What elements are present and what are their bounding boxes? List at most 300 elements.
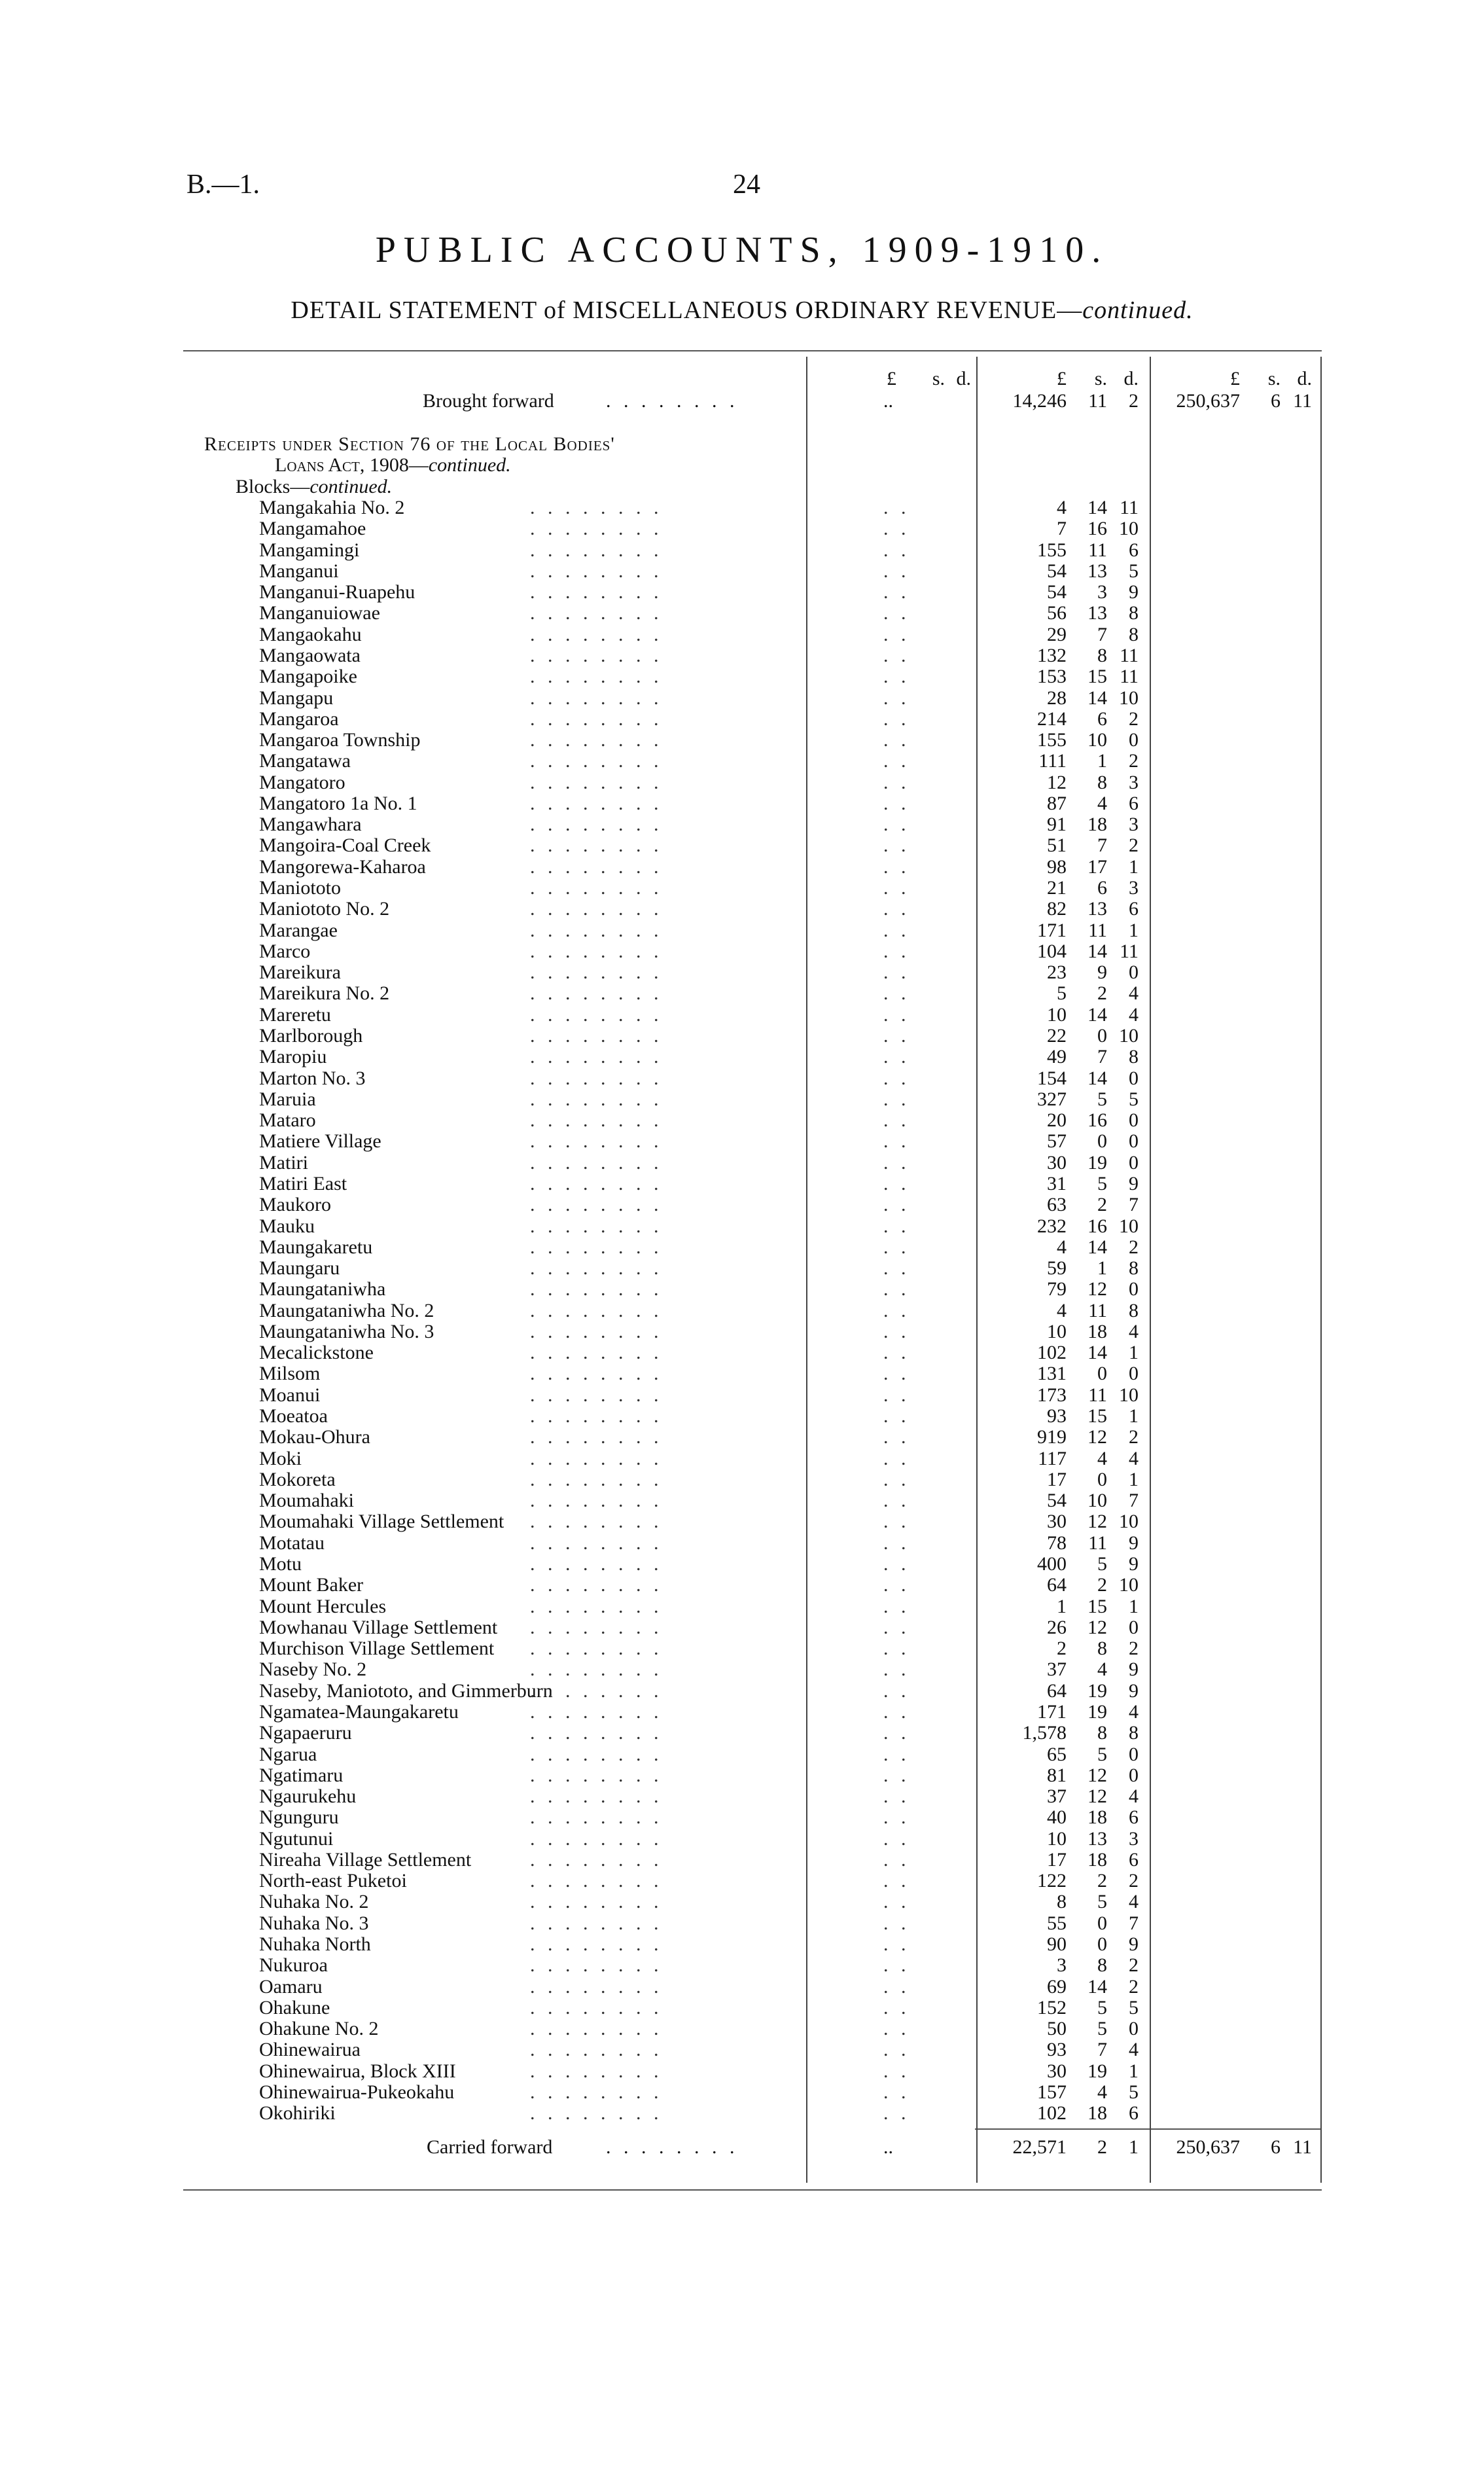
pounds-value: 400: [1037, 1553, 1067, 1575]
leader-dots: . . . . . . . .: [530, 687, 663, 709]
table-row: [190, 793, 1322, 814]
col2-pounds-header: £: [1057, 368, 1067, 389]
leader-dots: . . . . . . . .: [530, 1785, 663, 1808]
table-row: [190, 1850, 1322, 1871]
table-row: [190, 2103, 1322, 2124]
block-name: Marco: [259, 940, 311, 962]
block-name: Mangatoro 1a No. 1: [259, 792, 417, 814]
pounds-value: 17: [1047, 1468, 1067, 1490]
col1-dots: . .: [883, 497, 910, 518]
col1-dots: . .: [883, 1553, 910, 1575]
pounds-value: 153: [1037, 666, 1067, 688]
shillings-value: 12: [1087, 1426, 1107, 1448]
pounds-value: 30: [1047, 2060, 1067, 2082]
column-header-1: [811, 368, 975, 390]
block-name: Nuhaka No. 3: [259, 1912, 369, 1934]
table-row: [190, 540, 1322, 561]
leader-dots: . . . . . . . .: [530, 644, 663, 666]
block-name: Nireaha Village Settlement: [259, 1848, 472, 1871]
pence-value: 9: [1129, 1553, 1139, 1575]
carried-forward-row: [190, 2136, 1322, 2159]
block-name: Ohinewairua, Block XIII: [259, 2060, 456, 2082]
carried-forward-col2-pence: 1: [1129, 2136, 1139, 2158]
leader-dots: . . . . . . . .: [530, 1511, 663, 1533]
block-name: Maukoro: [259, 1194, 331, 1216]
table-row: [190, 857, 1322, 878]
shillings-value: 10: [1087, 1490, 1107, 1512]
pounds-value: 82: [1047, 898, 1067, 920]
leader-dots: . . . . . . . .: [530, 1996, 663, 2018]
leader-dots: . . . . . . . .: [530, 1046, 663, 1068]
leader-dots: . . . . . . . .: [530, 982, 663, 1005]
pence-value: 8: [1129, 1046, 1139, 1068]
pounds-value: 78: [1047, 1532, 1067, 1554]
pounds-value: 55: [1047, 1912, 1067, 1934]
pence-value: 2: [1129, 1638, 1139, 1660]
pounds-value: 51: [1047, 834, 1067, 857]
pounds-value: 21: [1047, 877, 1067, 899]
pence-value: 11: [1120, 940, 1139, 962]
col1-dots: . .: [883, 982, 910, 1005]
col1-dots: . .: [883, 834, 910, 857]
pounds-value: 157: [1037, 2081, 1067, 2103]
pounds-value: 30: [1047, 1151, 1067, 1174]
table-row: [190, 1913, 1322, 1934]
table-row: [190, 835, 1322, 856]
leader-dots: . . . . . . . .: [530, 1194, 663, 1216]
leader-dots: . . . . . . . .: [530, 1764, 663, 1786]
block-name: Manganuiowae: [259, 602, 380, 624]
block-name: Mangatawa: [259, 750, 351, 772]
leader-dots: . . . . . . . .: [530, 1743, 663, 1765]
pounds-value: 154: [1037, 1067, 1067, 1089]
block-name: Marlborough: [259, 1025, 363, 1047]
col1-dots: . .: [883, 729, 910, 751]
pence-value: 0: [1129, 1743, 1139, 1765]
leader-dots: . . . . . . . .: [530, 1278, 663, 1300]
table-row: [190, 814, 1322, 835]
leader-dots: . . . . . . . .: [530, 1299, 663, 1321]
shillings-value: 6: [1097, 877, 1107, 899]
shillings-value: 12: [1087, 1785, 1107, 1808]
col1-dots: . .: [883, 581, 910, 603]
pounds-value: 4: [1057, 1299, 1067, 1321]
table-row: [190, 1723, 1322, 1744]
block-name: Moeatoa: [259, 1405, 328, 1427]
pounds-value: 155: [1037, 539, 1067, 561]
pounds-value: 26: [1047, 1616, 1067, 1638]
block-name: Maungataniwha No. 3: [259, 1320, 434, 1342]
shillings-value: 5: [1097, 1891, 1107, 1913]
table-row: [190, 2061, 1322, 2082]
leader-dots: . . . . . . . .: [530, 877, 663, 899]
pounds-value: 117: [1038, 1447, 1067, 1469]
pence-value: 1: [1129, 1468, 1139, 1490]
leader-dots: . . . . . . . .: [530, 1363, 663, 1385]
block-name: Ohakune No. 2: [259, 2018, 379, 2040]
col1-dots: . .: [883, 1405, 910, 1427]
pounds-value: 64: [1047, 1679, 1067, 1702]
brought-forward-col3-shillings: 6: [1271, 390, 1281, 412]
pounds-value: 8: [1057, 1891, 1067, 1913]
pence-value: 4: [1129, 2039, 1139, 2061]
col1-dots: . .: [883, 1511, 910, 1533]
table-row: [190, 1385, 1322, 1406]
shillings-value: 7: [1097, 1046, 1107, 1068]
block-name: Ngunguru: [259, 1806, 339, 1829]
shillings-value: 13: [1087, 898, 1107, 920]
block-name: Mangaroa: [259, 708, 339, 730]
leader-dots: . . . . . . . .: [530, 1933, 663, 1956]
table-row: [190, 1659, 1322, 1680]
block-name: Mangapoike: [259, 666, 357, 688]
column-header-3: [1155, 368, 1322, 390]
shillings-value: 6: [1097, 708, 1107, 730]
subheading-main: Blocks—: [236, 476, 310, 497]
block-name: Ohinewairua: [259, 2039, 361, 2061]
pence-value: 3: [1129, 1827, 1139, 1850]
pence-value: 0: [1129, 1278, 1139, 1300]
leader-dots: . . . . . . . .: [530, 539, 663, 561]
shillings-value: 4: [1097, 2081, 1107, 2103]
shillings-value: 0: [1097, 1363, 1107, 1385]
col1-dots: . .: [883, 1257, 910, 1280]
pence-value: 10: [1119, 1025, 1139, 1047]
block-name: Nuhaka No. 2: [259, 1891, 369, 1913]
pounds-value: 90: [1047, 1933, 1067, 1956]
col1-dots: . .: [883, 1764, 910, 1786]
pounds-value: 37: [1047, 1785, 1067, 1808]
section-subheading: [236, 476, 392, 498]
table-top-rule: [183, 350, 1322, 351]
pounds-value: 3: [1057, 1954, 1067, 1977]
col1-dots: . .: [883, 1975, 910, 1998]
block-name: Ngaurukehu: [259, 1785, 357, 1808]
column-header-2: [981, 368, 1148, 390]
block-name: Nukuroa: [259, 1954, 328, 1977]
col1-dots: . .: [883, 1130, 910, 1153]
pence-value: 5: [1129, 560, 1139, 582]
table-row: [190, 497, 1322, 518]
carried-forward-rule: [975, 2128, 1322, 2130]
shillings-value: 0: [1097, 1130, 1107, 1153]
col2-pence-header: d.: [1123, 368, 1139, 389]
page-number: 24: [733, 170, 760, 200]
block-name: Mareikura No. 2: [259, 982, 390, 1005]
shillings-value: 14: [1087, 1342, 1107, 1364]
block-name: Ngatimaru: [259, 1764, 344, 1786]
table-row: [190, 1829, 1322, 1850]
pounds-value: 104: [1037, 940, 1067, 962]
pence-value: 4: [1129, 1700, 1139, 1723]
pounds-value: 4: [1057, 1236, 1067, 1258]
shillings-value: 1: [1097, 750, 1107, 772]
col1-dots: . .: [883, 2081, 910, 2103]
block-name: Marangae: [259, 919, 338, 941]
col1-dots: . .: [883, 687, 910, 709]
pence-value: 9: [1129, 1532, 1139, 1554]
pounds-value: 173: [1037, 1384, 1067, 1406]
pounds-value: 327: [1037, 1088, 1067, 1110]
section-heading-line2: [275, 454, 511, 476]
block-name: Matiere Village: [259, 1130, 381, 1153]
block-name: Maniototo: [259, 877, 341, 899]
pounds-value: 30: [1047, 1511, 1067, 1533]
shillings-value: 14: [1087, 497, 1107, 518]
pence-value: 8: [1129, 623, 1139, 645]
pounds-value: 1,578: [1022, 1722, 1067, 1744]
section-heading-line1: Receipts under Section 76 of the Local Bodies': [204, 433, 615, 455]
pence-value: 1: [1129, 855, 1139, 878]
shillings-value: 16: [1087, 518, 1107, 540]
table-row: [190, 878, 1322, 899]
pounds-value: 29: [1047, 623, 1067, 645]
block-name: Mareretu: [259, 1003, 331, 1026]
col1-dots: . .: [883, 1299, 910, 1321]
col1-dots: . .: [883, 940, 910, 962]
pounds-value: 5: [1057, 982, 1067, 1005]
leader-dots: . . . . . . . .: [530, 666, 663, 688]
pounds-value: 59: [1047, 1257, 1067, 1280]
leader-dots: . . . . . . . .: [530, 814, 663, 836]
col1-dots: . .: [883, 2060, 910, 2082]
leader-dots: . . . . . . . .: [530, 1912, 663, 1934]
pounds-value: 131: [1037, 1363, 1067, 1385]
pence-value: 4: [1129, 1891, 1139, 1913]
shillings-value: 9: [1097, 961, 1107, 984]
pence-value: 1: [1129, 2060, 1139, 2082]
shillings-value: 3: [1097, 581, 1107, 603]
block-name: Motatau: [259, 1532, 325, 1554]
col1-dots: . .: [883, 1700, 910, 1723]
col1-dots: . .: [883, 1638, 910, 1660]
pence-value: 2: [1129, 834, 1139, 857]
block-name: Ohinewairua-Pukeokahu: [259, 2081, 455, 2103]
col1-dots: . .: [883, 792, 910, 814]
col1-dots: . .: [883, 1003, 910, 1026]
leader-dots: . . . . . . . .: [530, 1003, 663, 1026]
col1-dots: . .: [883, 1088, 910, 1110]
col1-dots: . .: [883, 518, 910, 540]
col1-dots: . .: [883, 1743, 910, 1765]
col1-dots: . .: [883, 877, 910, 899]
pence-value: 6: [1129, 1806, 1139, 1829]
leader-dots: . . . . . . . .: [530, 1638, 663, 1660]
block-name: Mowhanau Village Settlement: [259, 1616, 498, 1638]
block-name: Mangamingi: [259, 539, 360, 561]
pence-value: 10: [1119, 1574, 1139, 1596]
block-name: Mangoira-Coal Creek: [259, 834, 431, 857]
shillings-value: 19: [1087, 1151, 1107, 1174]
carried-forward-dots: . . . . . . . .: [606, 2136, 739, 2158]
leader-dots: . . . . . . . .: [530, 497, 663, 518]
pence-value: 3: [1129, 877, 1139, 899]
table-row: [190, 2082, 1322, 2103]
shillings-value: 14: [1087, 1003, 1107, 1026]
leader-dots: . . . . . . . .: [530, 1320, 663, 1342]
col1-dots: . .: [883, 1722, 910, 1744]
pence-value: 0: [1129, 1151, 1139, 1174]
carried-forward-col3-pounds: 250,637: [1176, 2136, 1240, 2158]
col1-dots: . .: [883, 666, 910, 688]
pence-value: 8: [1129, 1257, 1139, 1280]
table-row: [190, 2018, 1322, 2039]
pounds-value: 214: [1037, 708, 1067, 730]
block-name: Moumahaki: [259, 1490, 354, 1512]
page-title: PUBLIC ACCOUNTS, 1909-1910.: [375, 230, 1109, 270]
leader-dots: . . . . . . . .: [530, 1954, 663, 1977]
pence-value: 11: [1120, 666, 1139, 688]
table-row: [190, 561, 1322, 582]
pounds-value: 40: [1047, 1806, 1067, 1829]
leader-dots: . . . . . . . .: [530, 1532, 663, 1554]
table-row: [190, 1765, 1322, 1786]
pounds-value: 102: [1037, 1342, 1067, 1364]
shillings-value: 13: [1087, 560, 1107, 582]
table-row: [190, 1533, 1322, 1554]
block-name: Okohiriki: [259, 2102, 336, 2124]
col1-dots: . .: [883, 1426, 910, 1448]
block-name: Milsom: [259, 1363, 321, 1385]
leader-dots: . . . . . . . .: [530, 1405, 663, 1427]
block-name: Mataro: [259, 1109, 316, 1132]
shillings-value: 7: [1097, 623, 1107, 645]
pounds-value: 56: [1047, 602, 1067, 624]
col1-pence-header: d.: [956, 368, 971, 389]
shillings-value: 8: [1097, 1954, 1107, 1977]
col1-dots: . .: [883, 1342, 910, 1364]
leader-dots: . . . . . . . .: [530, 1025, 663, 1047]
table-row: [190, 518, 1322, 539]
brought-forward-col3-pounds: 250,637: [1176, 390, 1240, 412]
block-name: Mokoreta: [259, 1468, 336, 1490]
shillings-value: 1: [1097, 1257, 1107, 1280]
page-subtitle: [0, 296, 1484, 325]
table-row: [190, 1554, 1322, 1575]
pounds-value: 93: [1047, 2039, 1067, 2061]
col1-dots: . .: [883, 1109, 910, 1132]
pounds-value: 37: [1047, 1658, 1067, 1681]
leader-dots: . . . . . . . .: [530, 1109, 663, 1132]
leader-dots: . . . . . . . .: [530, 1130, 663, 1153]
document-code: B.—1.: [186, 170, 260, 200]
block-name: Mangaowata: [259, 644, 361, 666]
block-name: Moumahaki Village Settlement: [259, 1511, 504, 1533]
block-name: Moanui: [259, 1384, 321, 1406]
table-row: [190, 1977, 1322, 1998]
table-row: [190, 941, 1322, 962]
pounds-value: 122: [1037, 1870, 1067, 1892]
pence-value: 0: [1129, 1109, 1139, 1132]
col1-dots: . .: [883, 1785, 910, 1808]
col1-dots: . .: [883, 2102, 910, 2124]
col1-dots: . .: [883, 602, 910, 624]
pounds-value: 50: [1047, 2018, 1067, 2040]
leader-dots: . . . . . . . .: [530, 1342, 663, 1364]
col1-dots: . .: [883, 708, 910, 730]
shillings-value: 2: [1097, 1574, 1107, 1596]
col1-dots: . .: [883, 1658, 910, 1681]
leader-dots: . . . . . . . .: [530, 919, 663, 941]
table-row: [190, 1131, 1322, 1152]
pence-value: 1: [1129, 1595, 1139, 1617]
table-row: [190, 1300, 1322, 1321]
block-name: Murchison Village Settlement: [259, 1638, 495, 1660]
block-name: Maruia: [259, 1088, 316, 1110]
brought-forward-col1: ..: [883, 390, 893, 412]
col3-pounds-header: £: [1230, 368, 1240, 389]
table-row: [190, 920, 1322, 941]
leader-dots: . . . . . . . .: [530, 898, 663, 920]
col1-dots: . .: [883, 644, 910, 666]
pence-value: 9: [1129, 1658, 1139, 1681]
pounds-value: 64: [1047, 1574, 1067, 1596]
table-row: [190, 1174, 1322, 1194]
shillings-value: 14: [1087, 1236, 1107, 1258]
block-name: Mangaokahu: [259, 623, 362, 645]
block-name: Mount Hercules: [259, 1595, 387, 1617]
pence-value: 0: [1129, 1764, 1139, 1786]
pounds-value: 98: [1047, 855, 1067, 878]
leader-dots: . . . . . . . .: [530, 1806, 663, 1829]
table-bottom-rule: [183, 2189, 1322, 2191]
brought-forward-label: Brought forward: [423, 390, 554, 412]
leader-dots: . . . . . . . .: [530, 1553, 663, 1575]
pence-value: 6: [1129, 1848, 1139, 1871]
shillings-value: 2: [1097, 1194, 1107, 1216]
pence-value: 9: [1129, 581, 1139, 603]
leader-dots: . . . . . . . .: [530, 2039, 663, 2061]
leader-dots: . . . . . . . .: [530, 560, 663, 582]
pence-value: 7: [1129, 1194, 1139, 1216]
leader-dots: . . . . . . . .: [530, 1215, 663, 1237]
subheading-continued: continued.: [309, 476, 393, 497]
table-row: [190, 1194, 1322, 1215]
shillings-value: 10: [1087, 729, 1107, 751]
table-row: [190, 1807, 1322, 1828]
pounds-value: 63: [1047, 1194, 1067, 1216]
col1-pounds-header: £: [887, 368, 896, 389]
pounds-value: 155: [1037, 729, 1067, 751]
subtitle-continued: continued.: [1082, 296, 1193, 324]
leader-dots: . . . . . . . .: [530, 1975, 663, 1998]
shillings-value: 0: [1097, 1912, 1107, 1934]
col1-dots: . .: [883, 623, 910, 645]
brought-forward-col2-pounds: 14,246: [1012, 390, 1067, 412]
leader-dots: . . . . . . . .: [530, 771, 663, 793]
table-row: [190, 1153, 1322, 1174]
table-row: [190, 1321, 1322, 1342]
block-name: Mangamahoe: [259, 518, 366, 540]
col1-dots: . .: [883, 1679, 910, 1702]
table-row: [190, 645, 1322, 666]
col1-dots: . .: [883, 1067, 910, 1089]
pence-value: 8: [1129, 1299, 1139, 1321]
col1-dots: . .: [883, 1574, 910, 1596]
shillings-value: 5: [1097, 1553, 1107, 1575]
pence-value: 10: [1119, 687, 1139, 709]
block-name: Nuhaka North: [259, 1933, 371, 1956]
leader-dots: . . . . . . . .: [530, 792, 663, 814]
pounds-value: 54: [1047, 560, 1067, 582]
pence-value: 7: [1129, 1490, 1139, 1512]
block-name: Mangakahia No. 2: [259, 497, 405, 518]
table-row: [190, 899, 1322, 920]
pence-value: 4: [1129, 1003, 1139, 1026]
pounds-value: 152: [1037, 1996, 1067, 2018]
col1-dots: . .: [883, 1320, 910, 1342]
col1-dots: . .: [883, 560, 910, 582]
